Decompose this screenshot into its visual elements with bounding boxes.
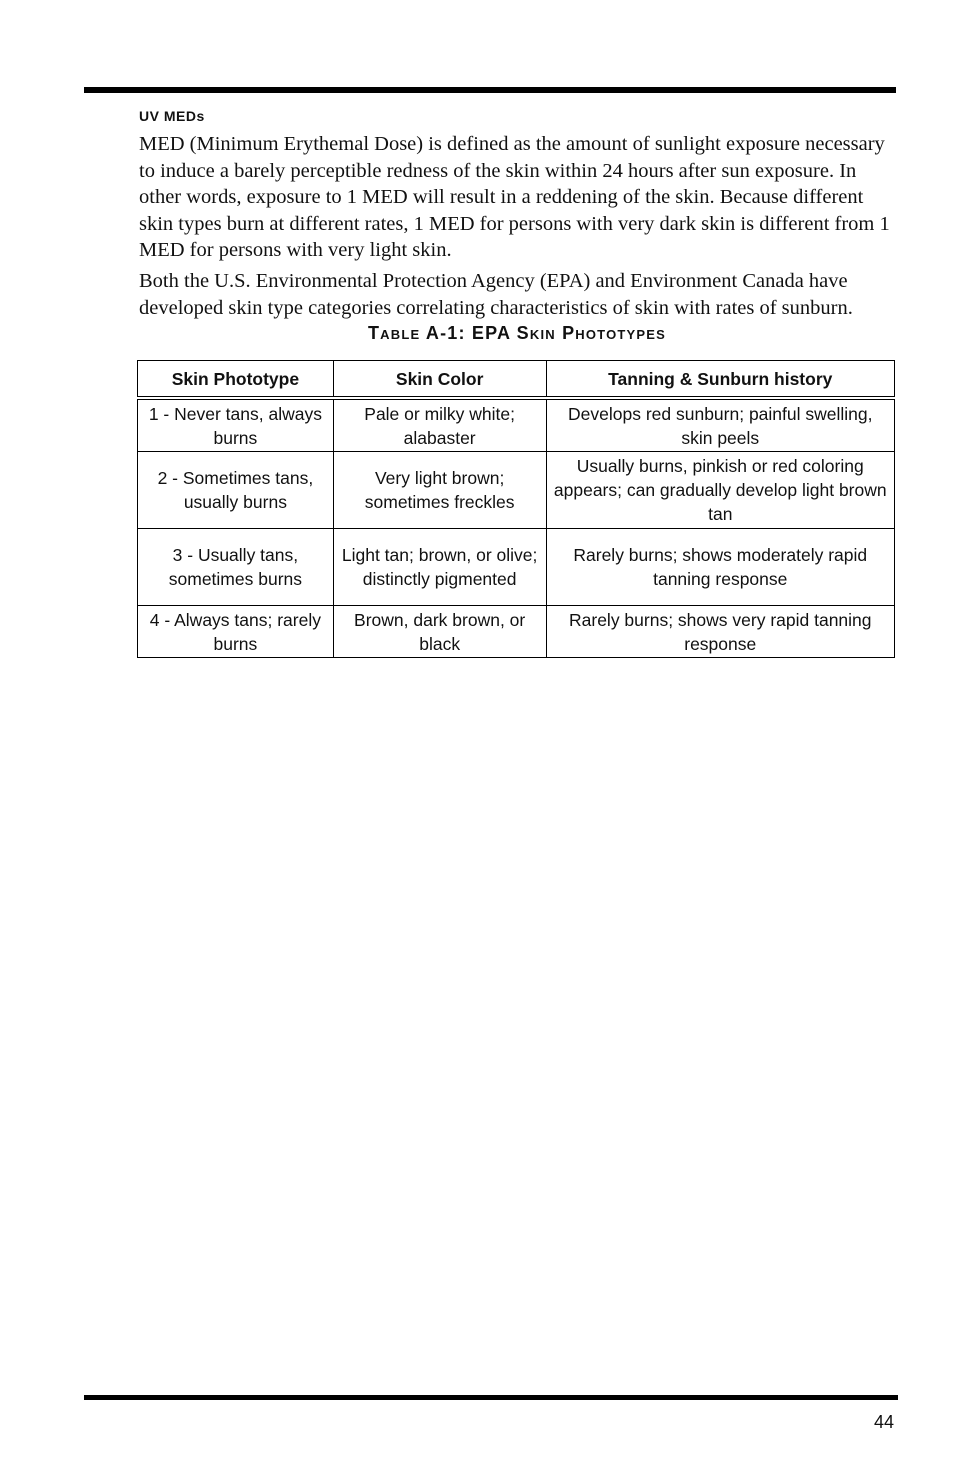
cell-tanning-history: Develops red sunburn; painful swelling, skin peels (546, 398, 894, 452)
top-rule (84, 87, 896, 93)
table-row (138, 398, 895, 452)
cell-tanning-history: Rarely burns; shows very rapid tanning response (546, 606, 894, 658)
skin-phototype-table (137, 360, 895, 658)
header-skin-phototype: Skin Phototype (138, 361, 334, 399)
header-tanning-history: Tanning & Sunburn history (546, 361, 894, 399)
table-row (138, 529, 895, 606)
cell-skin-color: Pale or milky white; alabaster (333, 398, 546, 452)
cell-tanning-history: Rarely burns; shows moderately rapid tanning response (546, 529, 894, 606)
cell-phototype: 1 - Never tans, always burns (138, 398, 334, 452)
page-number: 44 (873, 1412, 894, 1432)
cell-skin-color: Light tan; brown, or olive; distinctly pigmented (333, 529, 546, 606)
cell-phototype: 4 - Always tans; rarely burns (138, 606, 334, 658)
table-row (138, 606, 895, 658)
paragraph-skin-categories: Both the U.S. Environmental Protection Agency (EPA) and Environment Canada have developed skin type categories correlating characteristics of skin with rates of sunburn. (139, 270, 853, 319)
cell-tanning-history: Usually burns, pinkish or red coloring appears; can gradually develop light brown tan (546, 452, 894, 529)
table-header-row (138, 361, 895, 399)
cell-phototype: 3 - Usually tans, sometimes burns (138, 529, 334, 606)
section-heading: UV MEDs (139, 108, 205, 124)
bottom-rule (84, 1395, 898, 1400)
table-title: Table A-1: EPA Skin Phototypes (367, 323, 667, 343)
cell-skin-color: Very light brown; sometimes freckles (333, 452, 546, 529)
table-row (138, 452, 895, 529)
cell-skin-color: Brown, dark brown, or black (333, 606, 546, 658)
paragraph-med-definition: MED (Minimum Erythemal Dose) is defined as the amount of sunlight exposure necessary to induce a barely perceptible redness of the skin within 24 hours after sun exposure. In other words, exposure to 1 MED will result in a reddening of the skin. Because different skin types burn at different rates, 1 MED for persons with very dark skin is different from 1 MED for persons with very light skin. (139, 133, 890, 261)
cell-phototype: 2 - Sometimes tans, usually burns (138, 452, 334, 529)
header-skin-color: Skin Color (333, 361, 546, 399)
